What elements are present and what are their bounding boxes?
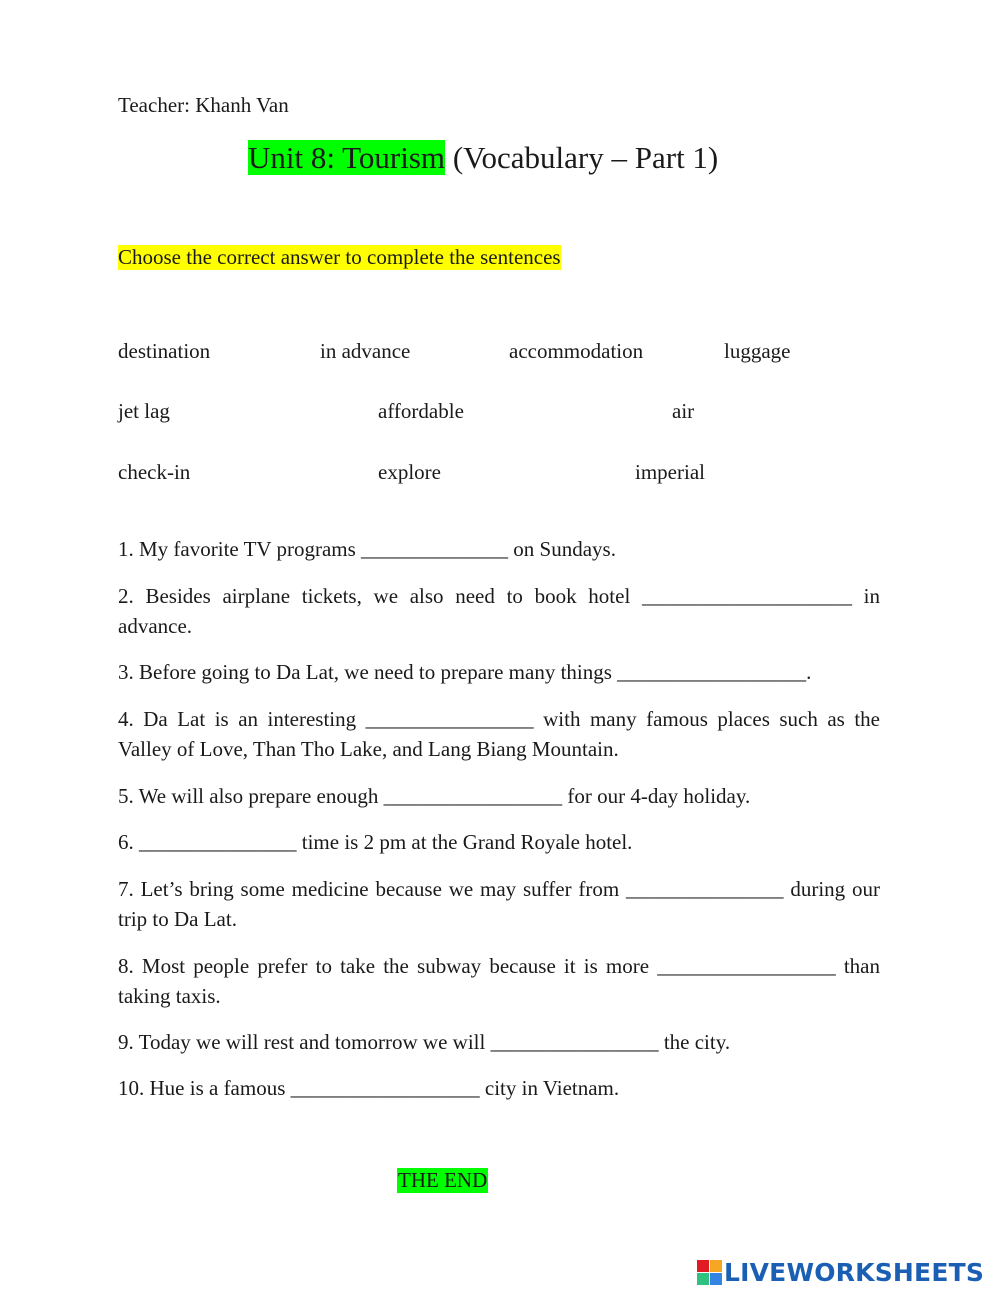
title-highlight: Unit 8: Tourism xyxy=(248,140,446,175)
question-3: 3. Before going to Da Lat, we need to prepare many things __________________. xyxy=(118,660,812,684)
question-10: 10. Hue is a famous __________________ city in Vietnam. xyxy=(118,1076,620,1100)
liveworksheets-icon xyxy=(697,1260,722,1285)
question-5: 5. We will also prepare enough _________________ for our 4-day holiday. xyxy=(118,784,751,808)
the-end-label: THE END xyxy=(398,1168,488,1192)
question-2: 2. Besides airplane tickets, we also need to book hotel ____________________ in advance. xyxy=(118,584,880,638)
question-1: 1. My favorite TV programs ______________ on Sundays. xyxy=(118,537,616,561)
logo-square-icon xyxy=(697,1260,709,1272)
liveworksheets-logo xyxy=(697,1254,984,1290)
logo-square-icon xyxy=(710,1260,722,1272)
question-6: 6. _______________ time is 2 pm at the Grand Royale hotel. xyxy=(118,830,633,854)
word-bank-item: air xyxy=(672,399,695,423)
instruction: Choose the correct answer to complete the sentences xyxy=(118,245,561,269)
word-bank-item: destination xyxy=(118,339,211,363)
question-8: 8. Most people prefer to take the subway because it is more _________________ than taking taxis. xyxy=(118,954,880,1008)
question-9: 9. Today we will rest and tomorrow we will ________________ the city. xyxy=(118,1030,731,1054)
question-4: 4. Da Lat is an interesting ________________ with many famous places such as the Valley of Love, Than Tho Lake, and Lang Biang Mountain. xyxy=(118,707,880,761)
word-bank-item: jet lag xyxy=(118,399,170,423)
word-bank-item: luggage xyxy=(724,339,791,363)
word-bank-item: explore xyxy=(378,460,441,484)
brand-name: LIVEWORKSHEETS xyxy=(724,1257,985,1287)
word-bank-item: check-in xyxy=(118,460,191,484)
word-bank-item: affordable xyxy=(378,399,464,423)
word-bank-item: in advance xyxy=(320,339,411,363)
worksheet-title xyxy=(248,140,718,176)
title-subtitle: (Vocabulary – Part 1) xyxy=(445,140,719,175)
question-7: 7. Let’s bring some medicine because we may suffer from _______________ during our trip to Da Lat. xyxy=(118,877,880,931)
logo-square-icon xyxy=(697,1273,709,1285)
teacher-name: Teacher: Khanh Van xyxy=(118,93,289,117)
word-bank-item: imperial xyxy=(635,460,705,484)
word-bank-item: accommodation xyxy=(509,339,644,363)
logo-square-icon xyxy=(710,1273,722,1285)
